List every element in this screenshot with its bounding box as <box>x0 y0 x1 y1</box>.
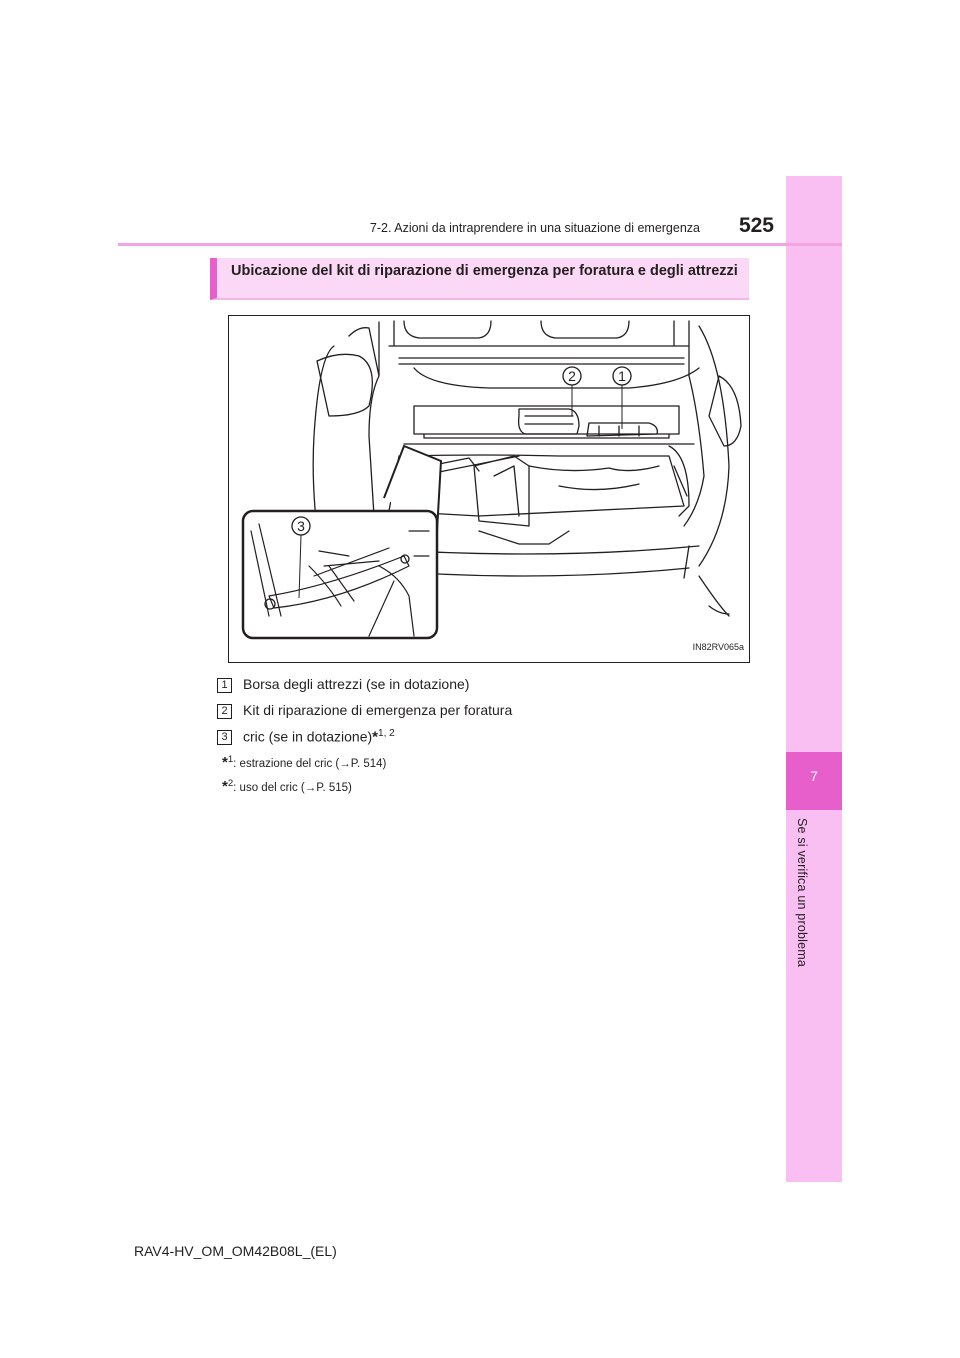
chapter-title: Se si verifica un problema <box>795 818 809 968</box>
legend-text: Borsa degli attrezzi (se in dotazione) <box>243 676 470 692</box>
page-number: 525 <box>738 214 774 237</box>
legend-number-box: 2 <box>217 704 232 719</box>
figure-code: IN82RV065a <box>692 642 744 652</box>
footnote-mark: 1 <box>227 754 234 766</box>
heading-title: Ubicazione del kit di riparazione di emergenza per foratura e degli attrezzi <box>231 263 738 279</box>
legend-text: Kit di riparazione di emergenza per foratura <box>243 702 513 718</box>
legend-number-box: 1 <box>217 678 232 693</box>
arrow-icon: → <box>304 782 317 794</box>
callout-2: 2 <box>568 368 576 384</box>
document-code: RAV4-HV_OM_OM42B08L_(EL) <box>134 1243 337 1259</box>
trunk-illustration <box>228 315 750 663</box>
footnote-reference: 1, 2 <box>378 728 395 739</box>
footnote-text: : uso del cric ( <box>233 782 305 794</box>
arrow-icon: → <box>339 758 351 770</box>
legend-text-with-note: cric (se in dotazione)*$^{1, 2}$ <box>243 728 395 746</box>
trunk-drawing <box>229 316 751 664</box>
footnote-text: : estrazione del cric ( <box>233 758 340 770</box>
section-title: 7-2. Azioni da intraprendere in una situazione di emergenza <box>369 221 700 235</box>
page-reference: P. 515) <box>316 782 352 794</box>
chapter-number: 7 <box>810 768 818 784</box>
heading-box <box>210 258 749 300</box>
footnote-star: * <box>222 754 228 771</box>
chapter-side-tab <box>786 176 842 1182</box>
footnote-star: * <box>222 778 228 795</box>
legend-text: cric (se in dotazione) <box>243 728 373 745</box>
header-divider <box>118 243 842 246</box>
callout-3: 3 <box>297 518 305 534</box>
page-reference: P. 514) <box>350 758 387 770</box>
callout-1: 1 <box>618 368 626 384</box>
footnote <box>222 778 352 795</box>
footnote-mark: 2 <box>227 778 234 790</box>
legend-number-box: 3 <box>217 730 232 745</box>
footnote <box>222 754 386 771</box>
